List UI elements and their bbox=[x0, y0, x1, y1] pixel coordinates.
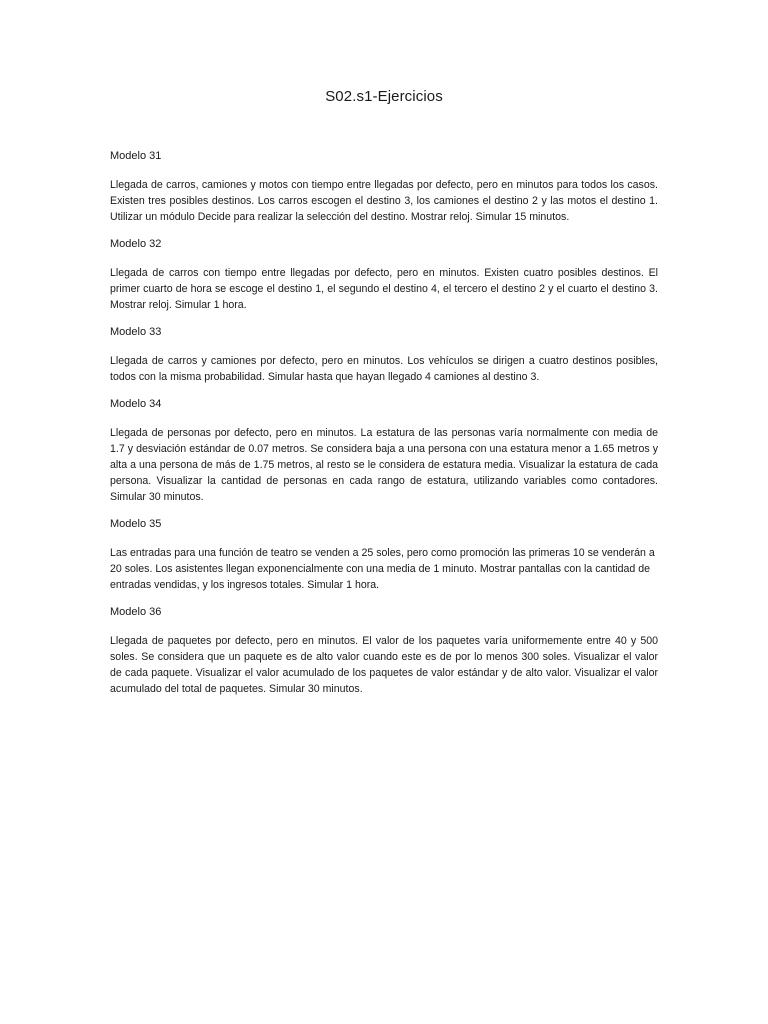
title-main: s1-Ejercicios bbox=[356, 88, 443, 105]
model-34-text: Llegada de personas por defecto, pero en minutos. La estatura de las personas varía normalmente con media de 1.7 y desviación estándar de 0.07 metros. Se considera baja a una persona con una estatura menor a 1.65 metros y alta a una persona de más de 1.75 metros, al resto se le considera de estatura media. Visualizar la estatura de cada persona. Visualizar la cantidad de personas en cada rango de estatura, utilizando variables como contadores. Simular 30 minutos. bbox=[110, 427, 658, 503]
model-31-heading: Modelo 31 bbox=[110, 150, 162, 162]
model-31-text: Llegada de carros, camiones y motos con tiempo entre llegadas por defecto, pero en minutos para todos los casos. Existen tres posibles destinos. Los carros escogen el destino 3, los camiones el destino 2 y las motos el destino 1. Utilizar un módulo Decide para realizar la selección del destino. Mostrar reloj. Simular 15 minutos. bbox=[110, 179, 658, 223]
model-35-heading: Modelo 35 bbox=[110, 518, 162, 530]
document-title bbox=[0, 88, 768, 105]
model-32-heading: Modelo 32 bbox=[110, 238, 162, 250]
model-33-text: Llegada de carros y camiones por defecto, pero en minutos. Los vehículos se dirigen a cuatro destinos posibles, todos con la misma probabilidad. Simular hasta que hayan llegado 4 camiones al destino 3. bbox=[110, 355, 658, 383]
document-body bbox=[110, 148, 658, 708]
model-34-heading: Modelo 34 bbox=[110, 398, 162, 410]
model-33-heading: Modelo 33 bbox=[110, 326, 162, 338]
model-35-text: Las entradas para una función de teatro se venden a 25 soles, pero como promoción las primeras 10 se venderán a 20 soles. Los asistentes llegan exponencialmente con una media de 1 minuto. Mostrar pantallas con la cantidad de entradas vendidas, y los ingresos totales. Simular 1 hora. bbox=[110, 547, 655, 591]
title-prefix: S02. bbox=[325, 88, 357, 105]
model-36-text: Llegada de paquetes por defecto, pero en minutos. El valor de los paquetes varía uniformemente entre 40 y 500 soles. Se considera que un paquete es de alto valor cuando este es de por lo menos 300 soles. Visualizar el valor de cada paquete. Visualizar el valor acumulado de los paquetes de valor estándar y de alto valor. Visualizar el valor acumulado del total de paquetes. Simular 30 minutos. bbox=[110, 635, 658, 695]
model-32-text: Llegada de carros con tiempo entre llegadas por defecto, pero en minutos. Existen cuatro posibles destinos. El primer cuarto de hora se escoge el destino 1, el segundo el destino 4, el tercero el destino 2 y el cuarto el destino 3. Mostrar reloj. Simular 1 hora. bbox=[110, 267, 658, 311]
model-36-heading: Modelo 36 bbox=[110, 606, 162, 618]
